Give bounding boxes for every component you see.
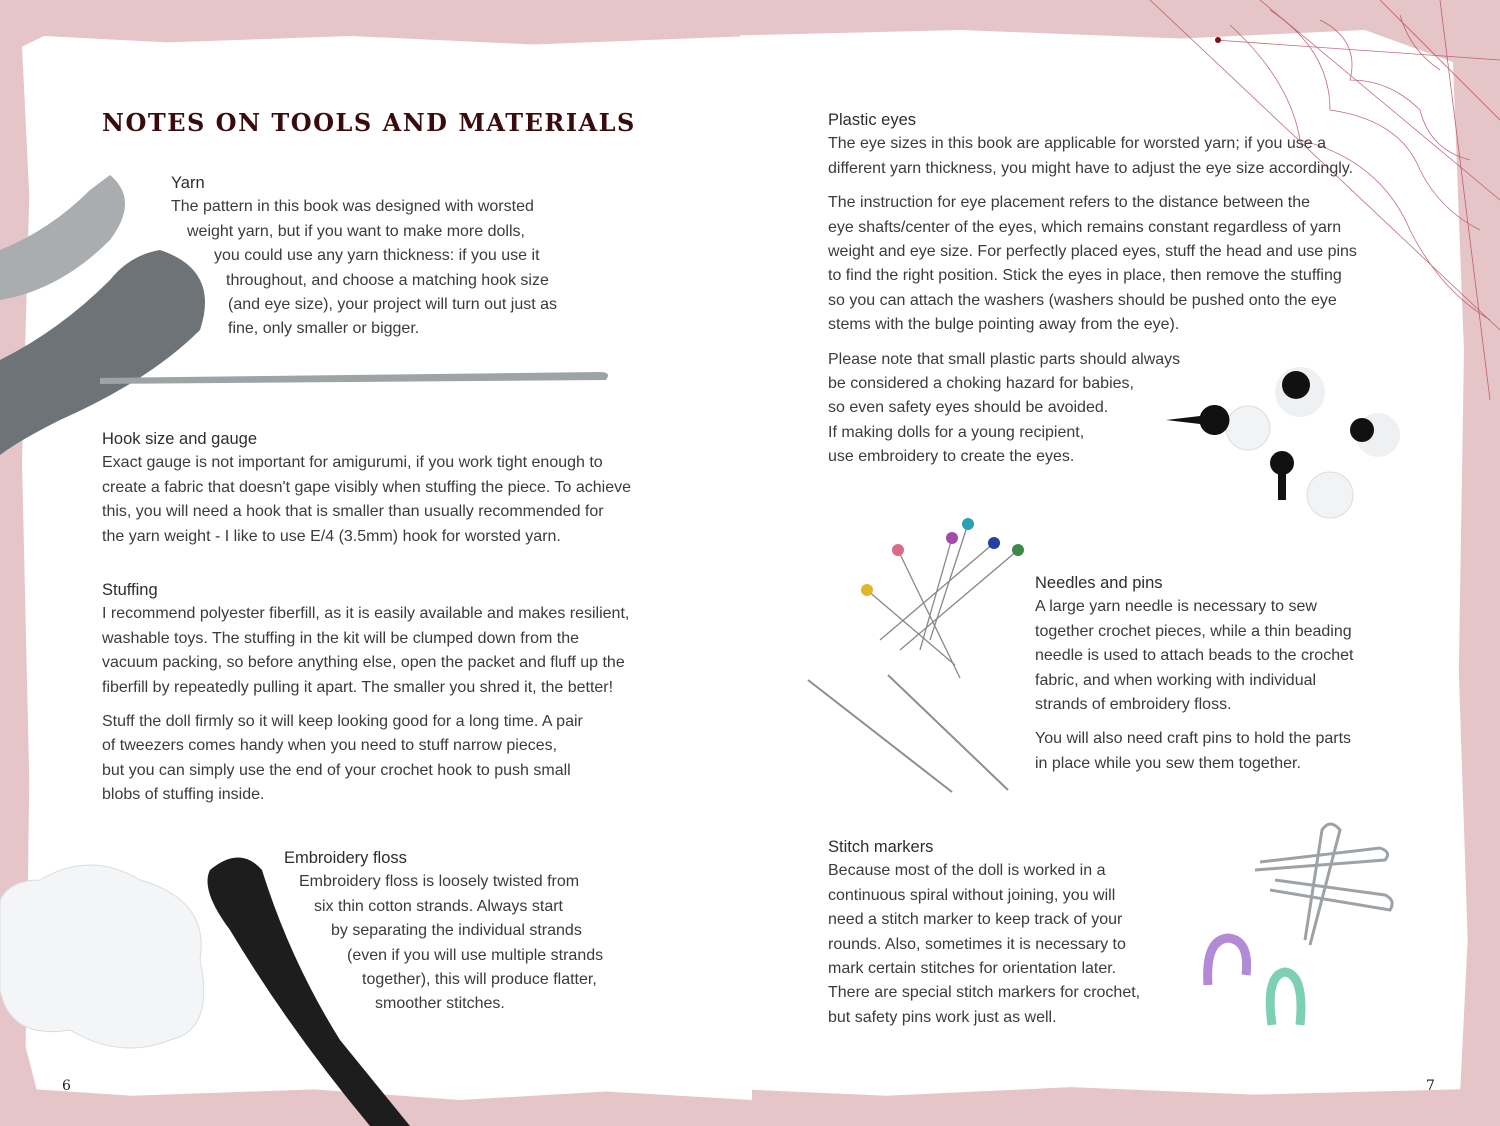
section-yarn: [171, 171, 557, 342]
body-text-line: create a fabric that doesn't gape visibly when stuffing the piece. To achieve: [102, 478, 632, 496]
body-text-line: You will also need craft pins to hold the parts: [1035, 730, 1352, 748]
section-heading: Plastic eyes: [828, 111, 917, 129]
section-heading: Needles and pins: [1035, 574, 1163, 592]
section-embroidery-floss: [284, 846, 603, 1017]
body-text-line: be considered a choking hazard for babies,: [828, 374, 1134, 392]
body-text-line: you could use any yarn thickness: if you use it: [214, 247, 540, 265]
body-text-line: smoother stitches.: [375, 995, 505, 1013]
body-text-line: together), this will produce flatter,: [362, 970, 597, 988]
body-text-line: mark certain stitches for orientation later.: [828, 959, 1117, 977]
section-needles-and-pins: [1035, 571, 1353, 776]
body-text-line: fiberfill by repeatedly pulling it apart. The smaller you shred it, the better!: [102, 678, 614, 696]
paragraph-gap: [828, 181, 1357, 191]
body-text-line: There are special stitch markers for crochet,: [828, 984, 1141, 1002]
page-number-left: 6: [62, 1078, 71, 1094]
body-text-line: rounds. Also, sometimes it is necessary to: [828, 935, 1126, 953]
body-text-line: need a stitch marker to keep track of your: [828, 911, 1123, 929]
page-number-right: 7: [1426, 1078, 1435, 1094]
body-text-line: use embroidery to create the eyes.: [828, 448, 1075, 466]
body-text-line: The eye sizes in this book are applicable for worsted yarn; if you use a: [828, 135, 1327, 153]
body-text-line: the yarn weight - I like to use E/4 (3.5mm) hook for worsted yarn.: [102, 527, 561, 545]
body-text-line: vacuum packing, so before anything else, open the packet and fluff up the: [102, 654, 625, 672]
body-text-line: fine, only smaller or bigger.: [228, 320, 420, 338]
section-heading: Yarn: [171, 174, 205, 192]
body-text-line: so even safety eyes should be avoided.: [828, 399, 1109, 417]
body-text-line: strands of embroidery floss.: [1035, 695, 1232, 713]
body-text-line: washable toys. The stuffing in the kit will be clumped down from the: [102, 629, 579, 647]
section-stitch-markers: [828, 835, 1140, 1030]
body-text-line: (even if you will use multiple strands: [347, 946, 604, 964]
stitch-markers-icon: [1208, 938, 1301, 1025]
body-text-line: by separating the individual strands: [331, 922, 582, 940]
body-text-line: blobs of stuffing inside.: [102, 786, 265, 804]
body-text-line: different yarn thickness, you might have to adjust the eye size accordingly.: [828, 159, 1354, 177]
body-text-line: (and eye size), your project will turn out just as: [228, 295, 558, 313]
body-text-line: Please note that small plastic parts should always: [828, 350, 1181, 368]
pins-icon: [861, 518, 1024, 678]
body-text-line: of tweezers comes handy when you need to stuff narrow pieces,: [102, 737, 558, 755]
section-plastic-eyes: [828, 108, 1357, 469]
body-text-line: to find the right position. Stick the eyes in place, then remove the stuffing: [828, 267, 1342, 285]
body-text-line: six thin cotton strands. Always start: [314, 897, 563, 915]
body-text-line: weight and eye size. For perfectly placed eyes, stuff the head and use pins: [828, 242, 1357, 260]
body-text-line: together crochet pieces, while a thin beading: [1035, 622, 1352, 640]
section-hook-size-and-gauge: [102, 427, 631, 549]
body-text-line: I recommend polyester fiberfill, as it is easily available and makes resilient,: [102, 605, 630, 623]
body-text-line: this, you will need a hook that is smaller than usually recommended for: [102, 503, 604, 521]
body-text-line: Embroidery floss is loosely twisted from: [299, 873, 580, 891]
body-text-line: Stuff the doll firmly so it will keep looking good for a long time. A pair: [102, 712, 583, 730]
body-text-line: Because most of the doll is worked in a: [828, 862, 1106, 880]
yarn-skein-light-icon: [0, 175, 125, 300]
body-text-line: stems with the bulge pointing away from the eye).: [828, 316, 1180, 334]
body-text-line: so you can attach the washers (washers should be pushed onto the eye: [828, 291, 1337, 309]
paragraph-gap: [102, 700, 629, 710]
section-heading: Stuffing: [102, 581, 158, 599]
page-title: NOTES ON TOOLS AND MATERIALS: [102, 108, 636, 137]
safety-pins-icon: [1255, 824, 1392, 945]
body-text-line: The instruction for eye placement refers to the distance between the: [828, 194, 1311, 212]
paragraph-gap: [1035, 717, 1353, 727]
body-text-line: but safety pins work just as well.: [828, 1008, 1057, 1026]
body-text-line: A large yarn needle is necessary to sew: [1035, 598, 1317, 616]
body-text-line: If making dolls for a young recipient,: [828, 423, 1085, 441]
crochet-hook-icon: [100, 372, 608, 384]
section-heading: Embroidery floss: [284, 849, 407, 867]
needles-icon: [808, 675, 1008, 792]
body-text-line: eye shafts/center of the eyes, which remains constant regardless of yarn: [828, 218, 1342, 236]
body-text-line: throughout, and choose a matching hook size: [226, 271, 549, 289]
section-heading: Stitch markers: [828, 838, 934, 856]
body-text-line: needle is used to attach beads to the crochet: [1035, 647, 1354, 665]
body-text-line: but you can simply use the end of your crochet hook to push small: [102, 761, 571, 779]
section-stuffing: [102, 578, 629, 808]
paragraph-gap: [828, 338, 1357, 348]
body-text-line: in place while you sew them together.: [1035, 754, 1301, 772]
body-text-line: Exact gauge is not important for amigurumi, if you work tight enough to: [102, 454, 603, 472]
body-text-line: continuous spiral without joining, you will: [828, 886, 1116, 904]
body-text-line: The pattern in this book was designed with worsted: [171, 198, 534, 216]
body-text-line: weight yarn, but if you want to make more dolls,: [187, 222, 525, 240]
body-text-line: fabric, and when working with individual: [1035, 671, 1317, 689]
cotton-ball-icon: [0, 865, 204, 1048]
section-heading: Hook size and gauge: [102, 430, 258, 448]
